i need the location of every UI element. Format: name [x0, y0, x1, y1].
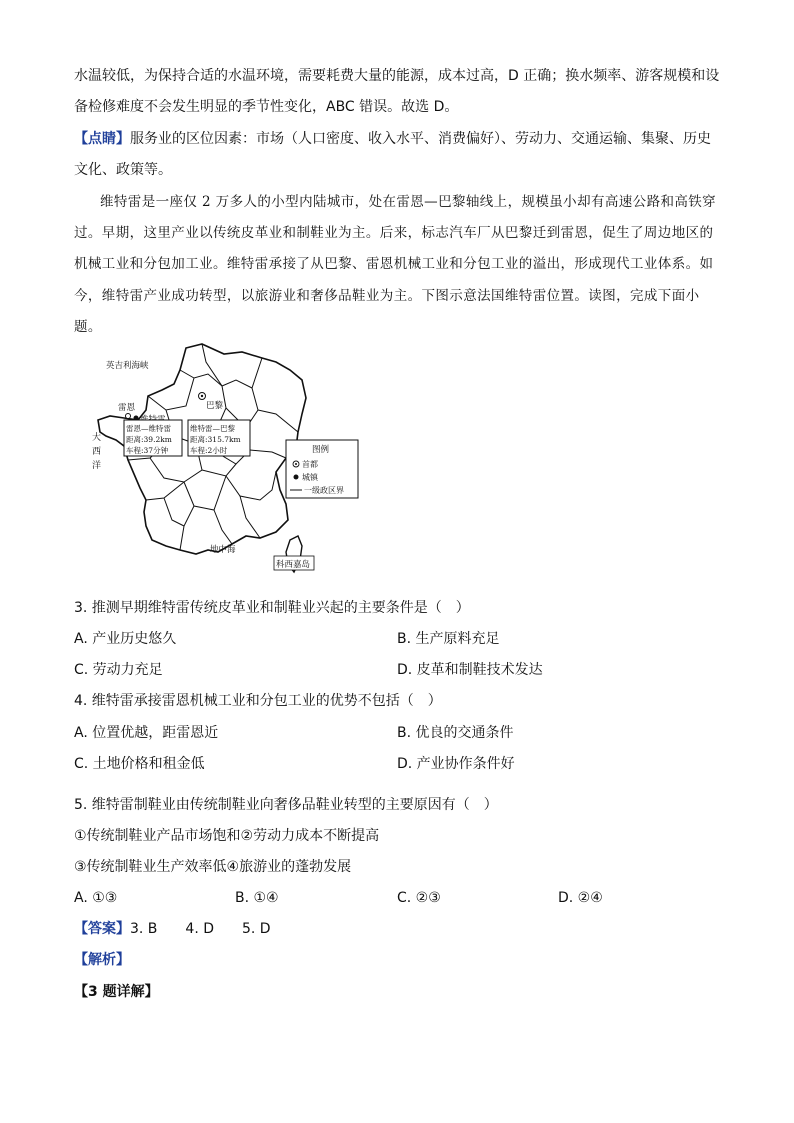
q4-option-d[interactable]: D. 产业协作条件好	[397, 756, 515, 772]
q3-option-d[interactable]: D. 皮革和制鞋技术发达	[397, 662, 543, 678]
answer-text: 3. B 4. D 5. D	[130, 921, 271, 937]
q5-statement-line: ①传统制鞋业产品市场饱和②劳动力成本不断提高	[74, 828, 380, 844]
question-4-stem: 4. 维特雷承接雷恩机械工业和分包工业的优势不包括（ ）	[74, 693, 442, 709]
question-5-stem: 5. 维特雷制鞋业由传统制鞋业向奢侈品鞋业转型的主要原因有（ ）	[74, 797, 498, 813]
detail-line	[74, 982, 159, 1002]
passage-line: 维特雷是一座仅 2 万多人的小型内陆城市，处在雷恩—巴黎轴线上，规模虽小却有高速公路和高铁穿	[100, 194, 717, 210]
q5-option-b[interactable]: B. ①④	[235, 890, 279, 906]
tip-tag: 【点睛】	[74, 131, 130, 147]
passage-line: 过。早期，这里产业以传统皮革业和制鞋业为主。后来，标志汽车厂从巴黎迁到雷恩，促生了周边地区的	[74, 225, 714, 241]
ocean-label-3: 洋	[92, 461, 102, 471]
info-box1-line2: 距离:39.2km	[126, 435, 172, 444]
info-box1-line1: 雷恩—维特雷	[126, 424, 171, 433]
q4-option-c[interactable]: C. 土地价格和租金低	[74, 756, 205, 772]
corsica-label: 科西嘉岛	[276, 560, 311, 570]
analysis-tag: 【解析】	[74, 952, 130, 968]
legend-town-icon	[294, 475, 299, 480]
france-map	[76, 340, 376, 586]
paris-label: 巴黎	[206, 401, 224, 411]
question-3-stem: 3. 推测早期维特雷传统皮革业和制鞋业兴起的主要条件是（ ）	[74, 600, 470, 616]
town-marker-rennes	[126, 414, 131, 419]
tip-line: 文化、政策等。	[74, 162, 172, 178]
q4-option-b[interactable]: B. 优良的交通条件	[397, 725, 514, 741]
tip-text: 服务业的区位因素：市场（人口密度、收入水平、消费偏好）、劳动力、交通运输、集聚、历史	[130, 131, 711, 147]
rennes-label: 雷恩	[118, 403, 136, 413]
passage-line: 机械工业和分包加工业。维特雷承接了从巴黎、雷恩机械工业和分包工业的溢出，形成现代工业体系。如	[74, 256, 714, 272]
q3-option-a[interactable]: A. 产业历史悠久	[74, 631, 177, 647]
passage-line: 今，维特雷产业成功转型，以旅游业和奢侈品鞋业为主。下图示意法国维特雷位置。读图，完成下面小	[74, 288, 700, 304]
info-box1-line3: 车程:37分钟	[126, 446, 169, 455]
q5-option-c[interactable]: C. ②③	[397, 890, 441, 906]
answer-tag: 【答案】	[74, 921, 130, 937]
channel-label: 英吉利海峡	[106, 361, 149, 371]
q5-option-a[interactable]: A. ①③	[74, 890, 118, 906]
legend-title: 图例	[312, 445, 330, 455]
legend-town-label: 城镇	[302, 473, 318, 482]
q5-option-d[interactable]: D. ②④	[558, 890, 603, 906]
detail-tag: 【3 题详解】	[74, 984, 159, 1000]
passage-line: 题。	[74, 319, 102, 335]
paragraph-line: 备检修难度不会发生明显的季节性变化，ABC 错误。故选 D。	[74, 99, 459, 115]
q5-statement-line: ③传统制鞋业生产效率低④旅游业的蓬勃发展	[74, 859, 352, 875]
capital-marker-dot	[201, 395, 203, 397]
q3-option-b[interactable]: B. 生产原料充足	[397, 631, 500, 647]
info-box2-line3: 车程:2小时	[190, 446, 228, 455]
legend-capital-icon-dot	[295, 463, 297, 465]
paragraph-line: 水温较低，为保持合适的水温环境，需要耗费大量的能源，成本过高，D 正确；换水频率、游客规模和设	[74, 68, 720, 84]
map-legend	[286, 440, 358, 498]
info-box2-line1: 维特雷—巴黎	[190, 424, 235, 433]
legend-border-label: 一级政区界	[304, 486, 344, 495]
tip-line	[74, 129, 711, 149]
analysis-line	[74, 950, 130, 970]
mediterranean-label: 地中海	[210, 545, 236, 555]
legend-capital-label: 首都	[302, 460, 318, 469]
info-box2-line2: 距离:315.7km	[190, 435, 241, 444]
q4-option-a[interactable]: A. 位置优越，距雷恩近	[74, 725, 219, 741]
q3-option-c[interactable]: C. 劳动力充足	[74, 662, 163, 678]
ocean-label-2: 西	[92, 447, 102, 457]
answer-line	[74, 919, 271, 939]
ocean-label-1: 大	[92, 433, 102, 443]
